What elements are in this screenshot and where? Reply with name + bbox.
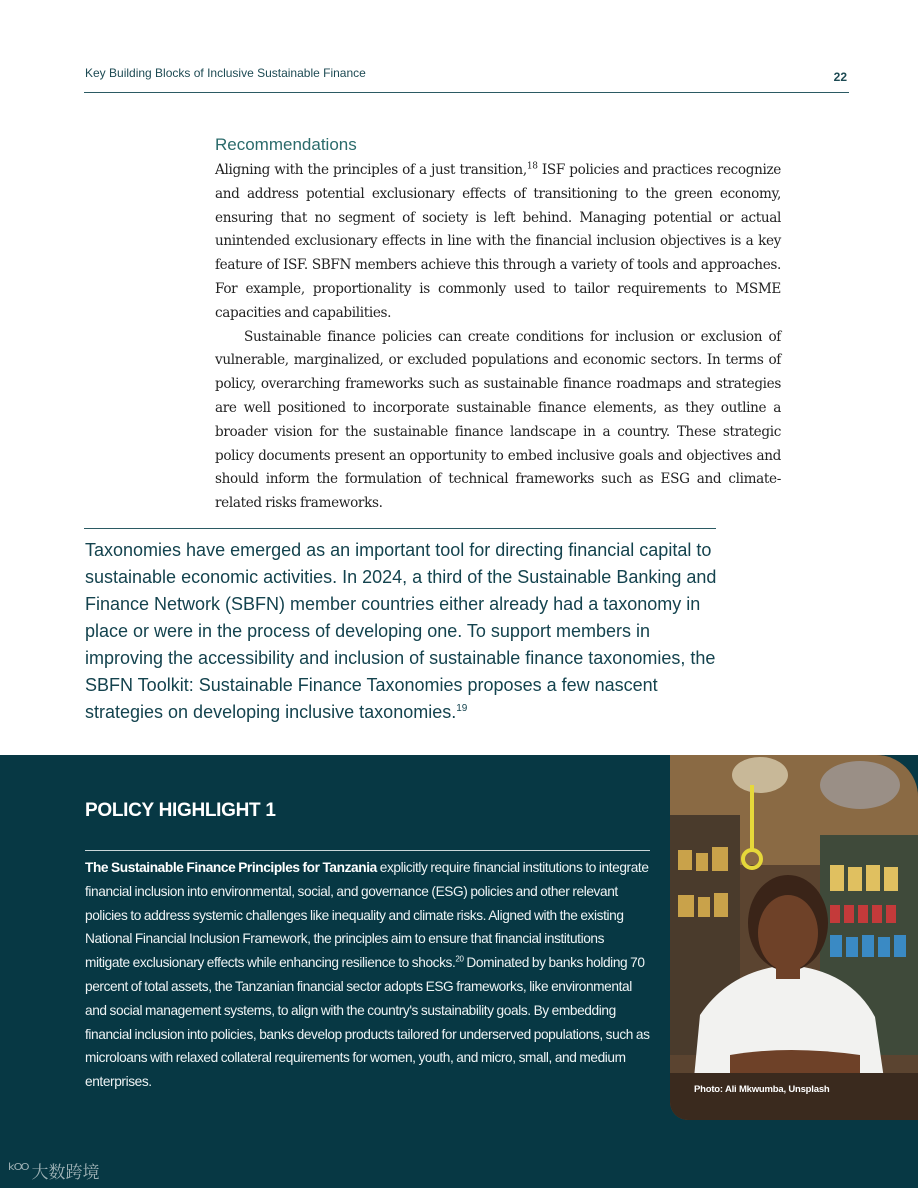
pull-quote — [85, 537, 725, 726]
watermark-text: 大数跨境 — [31, 1163, 100, 1183]
footnote-ref-20[interactable]: 20 — [455, 954, 464, 964]
photo-illustration — [670, 755, 918, 1120]
recommendations-section — [215, 135, 781, 516]
recommendations-paragraph-2: Sustainable finance policies can create conditions for inclusion or exclusion of vulnerable, marginalized, or excluded populations and economic sectors. In terms of policy, overarching frameworks such as sustainable finance roadmaps and strategies are well positioned to incorporate sustainable finance elements, as they outline a broader vision for the sustainable finance landscape in a country. These strategic policy documents present an opportunity to embed inclusive goals and objectives and should inform the formulation of technical frameworks such as ESG and climate-related risks frameworks. — [215, 328, 781, 512]
recommendations-paragraph-1 — [215, 159, 781, 326]
page-number: 22 — [833, 70, 847, 84]
running-header-title: Key Building Blocks of Inclusive Sustainable Finance — [85, 66, 366, 80]
shopkeeper-photo — [670, 755, 918, 1120]
watermark-logo-icon: ᵏᴼᴼ — [8, 1160, 28, 1181]
policy-highlight-text-b: Dominated by banks holding 70 percent of total assets, the Tanzanian financial sector adopts ESG frameworks, like environmental and social management systems, to align with the country's sustainability goals. By embedding financial inclusion into policies, banks develop products tailored for underserved populations, such as microloans with relaxed collateral requirements for women, youth, and micro, small, and medium enterprises. — [85, 955, 650, 1090]
footnote-ref-19[interactable]: 19 — [456, 703, 468, 714]
policy-highlight-title: POLICY HIGHLIGHT 1 — [85, 800, 276, 821]
recommendations-heading: Recommendations — [215, 135, 357, 154]
p1-text-a: Aligning with the principles of a just transition, — [215, 162, 527, 178]
watermark — [8, 1158, 100, 1183]
page-header — [84, 0, 849, 93]
p1-text-b: ISF policies and practices recognize and address potential exclusionary effects of transitioning to the green economy, ensuring that no segment of society is left behind. Managing potential or actual unintended exclusionary effects in line with the financial inclusion objectives is a key feature of ISF. SBFN members achieve this through a variety of tools and approaches. For example, proportionality is commonly used to tailor requirements to MSME capacities and capabilities. — [215, 162, 782, 321]
policy-highlight-body — [85, 856, 651, 1094]
policy-highlight-lead: The Sustainable Finance Principles for Tanzania — [85, 860, 377, 875]
policy-highlight-rule — [85, 850, 650, 851]
pull-quote-rule — [84, 528, 716, 529]
pull-quote-text: Taxonomies have emerged as an important tool for directing financial capital to sustainable economic activities. In 2024, a third of the Sustainable Banking and Finance Network (SBFN) member countries either already had a taxonomy in place or were in the process of developing one. To support members in improving the accessibility and inclusion of sustainable finance taxonomies, the SBFN Toolkit: Sustainable Finance Taxonomies proposes a few nascent strategies on developing inclusive taxonomies. — [85, 540, 717, 722]
photo-credit: Photo: Ali Mkwumba, Unsplash — [694, 1084, 830, 1095]
footnote-ref-18[interactable]: 18 — [526, 161, 538, 172]
policy-highlight-text-a: explicitly require financial institutions to integrate financial inclusion into environmental, social, and governance (ESG) policies and other relevant policies to address systemic challenges like inequality and climate risks. Aligned with the existing National Financial Inclusion Framework, the principles aim to ensure that financial institutions mitigate exclusionary effects while enhancing resilience to shocks. — [85, 860, 649, 971]
